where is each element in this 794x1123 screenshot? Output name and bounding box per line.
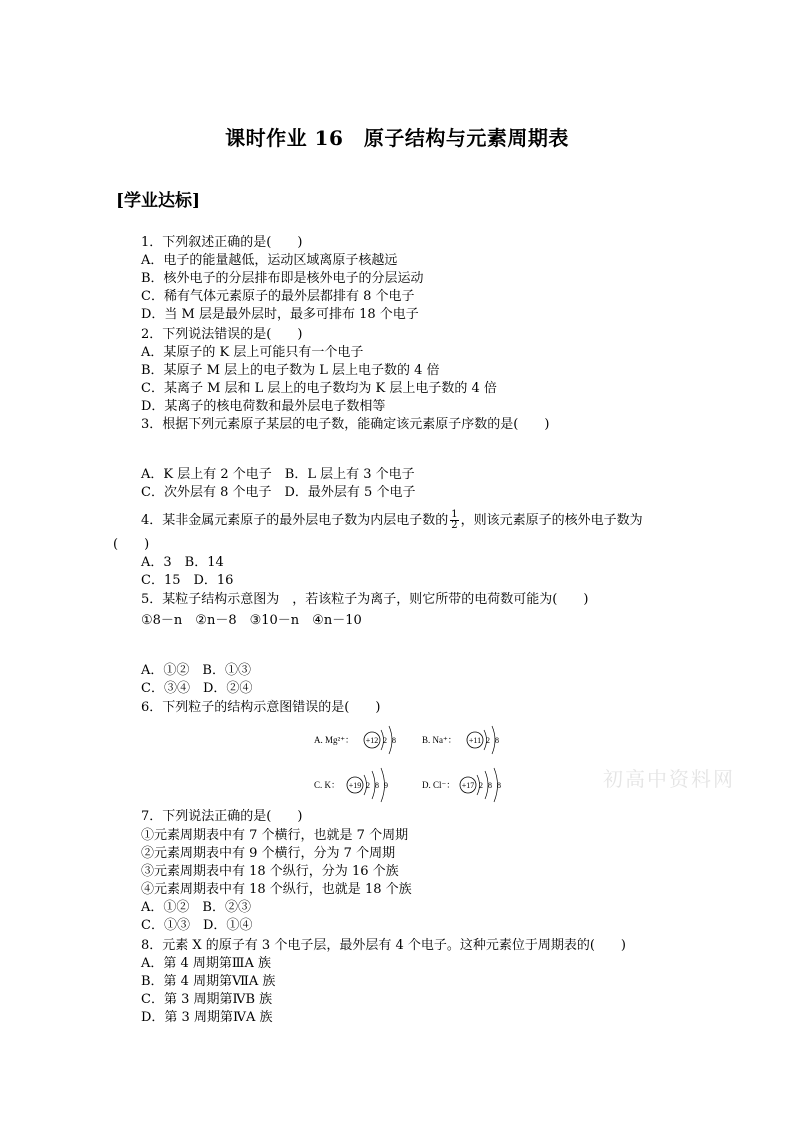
q7-statement-1: ①元素周期表中有 7 个横行，也就是 7 个周期	[141, 828, 409, 843]
atomic-structure-diagrams	[300, 718, 530, 804]
diagram-a-mg-ion	[314, 726, 396, 754]
q6-stem: 6．下列粒子的结构示意图错误的是( )	[141, 700, 381, 715]
diagram-d-cl-ion	[422, 768, 501, 802]
q4-answer-paren: ( )	[113, 537, 150, 552]
diagram-d-label: D. Cl⁻：	[422, 780, 456, 790]
diagram-a-nucleus: +12	[365, 736, 379, 745]
q1-option-d: D．当 M 层是最外层时，最多可排布 18 个电子	[141, 307, 419, 322]
section-heading: [学业达标]	[116, 191, 201, 211]
diagram-c-shell-2-count: 8	[375, 781, 379, 790]
diagram-c-nucleus: +19	[348, 781, 362, 790]
q8-option-a: A．第 4 周期第ⅢA 族	[141, 956, 271, 971]
q4-stem	[141, 510, 643, 531]
diagram-a-shell-1-count: 2	[383, 736, 387, 745]
q4-fraction	[450, 510, 458, 531]
diagram-a-label: A. Mg²⁺：	[314, 735, 354, 745]
q2-option-d: D．某离子的核电荷数和最外层电子数相等	[141, 399, 386, 414]
q2-stem: 2．下列说法错误的是( )	[141, 327, 303, 342]
diagram-d-shell-3-count: 8	[497, 781, 501, 790]
q1-option-c: C．稀有气体元素原子的最外层都排有 8 个电子	[141, 289, 415, 304]
q4-stem-part2: ，则该元素原子的核外电子数为	[460, 513, 643, 528]
diagram-b-shell-2-count: 8	[495, 736, 499, 745]
q7-options-cd: C．①③ D．①④	[141, 918, 253, 933]
diagram-d-shell-1-count: 2	[479, 781, 483, 790]
q4-stem-part1: 4．某非金属元素原子的最外层电子数为内层电子数的	[141, 513, 449, 528]
q2-option-c: C．某离子 M 层和 L 层上的电子数均为 K 层上电子数的 4 倍	[141, 381, 497, 396]
q5-options-ab: A．①② B．①③	[141, 663, 251, 678]
diagram-c-shell-3-count: 9	[384, 781, 388, 790]
q8-option-b: B．第 4 周期第ⅦA 族	[141, 974, 276, 989]
q1-stem: 1．下列叙述正确的是( )	[141, 235, 303, 250]
diagram-c-label: C. K：	[314, 780, 341, 790]
page-title: 课时作业 16 原子结构与元素周期表	[225, 126, 569, 150]
diagram-d-shell-2-count: 8	[488, 781, 492, 790]
q4-fraction-denominator: 2	[451, 520, 458, 531]
q1-option-a: A．电子的能量越低，运动区域离原子核越远	[141, 253, 398, 268]
diagram-b-shell-1-count: 2	[486, 736, 490, 745]
q8-stem: 8．元素 X 的原子有 3 个电子层，最外层有 4 个电子。这种元素位于周期表的( )	[141, 938, 627, 953]
q4-fraction-numerator: 1	[451, 509, 458, 520]
q7-statement-4: ④元素周期表中有 18 个纵行，也就是 18 个族	[141, 882, 412, 897]
diagram-c-shell-1-count: 2	[366, 781, 370, 790]
q8-option-c: C．第 3 周期第ⅣB 族	[141, 992, 273, 1007]
q4-options-ab: A．3 B．14	[141, 555, 224, 570]
q7-statement-2: ②元素周期表中有 9 个横行，分为 7 个周期	[141, 846, 396, 861]
q7-options-ab: A．①② B．②③	[141, 900, 251, 915]
diagram-b-na-ion	[422, 726, 499, 754]
q1-option-b: B．核外电子的分层排布即是核外电子的分层运动	[141, 271, 424, 286]
q5-options-cd: C．③④ D．②④	[141, 681, 253, 696]
watermark: 初高中资料网	[603, 767, 735, 791]
q2-option-a: A．某原子的 K 层上可能只有一个电子	[141, 345, 364, 360]
q8-option-d: D．第 3 周期第ⅣA 族	[141, 1010, 273, 1025]
diagram-b-label: B. Na⁺：	[422, 735, 457, 745]
diagram-d-nucleus: +17	[461, 781, 475, 790]
diagram-c-k-atom	[314, 768, 388, 802]
q3-stem: 3．根据下列元素原子某层的电子数，能确定该元素原子序数的是( )	[141, 417, 550, 432]
q4-options-cd: C．15 D．16	[141, 573, 234, 588]
q2-option-b: B．某原子 M 层上的电子数为 L 层上电子数的 4 倍	[141, 363, 440, 378]
q5-stem: 5．某粒子结构示意图为 ，若该粒子为离子，则它所带的电荷数可能为( )	[141, 592, 589, 607]
q7-stem: 7．下列说法正确的是( )	[141, 809, 303, 824]
q5-statements: ①8－n ②n－8 ③10－n ④n－10	[141, 613, 362, 628]
diagram-b-nucleus: +11	[468, 736, 482, 745]
q7-statement-3: ③元素周期表中有 18 个纵行，分为 16 个族	[141, 864, 399, 879]
diagram-a-shell-2-count: 8	[392, 736, 396, 745]
q3-options-ab: A．K 层上有 2 个电子 B．L 层上有 3 个电子	[141, 467, 415, 482]
q3-options-cd: C．次外层有 8 个电子 D．最外层有 5 个电子	[141, 485, 416, 500]
